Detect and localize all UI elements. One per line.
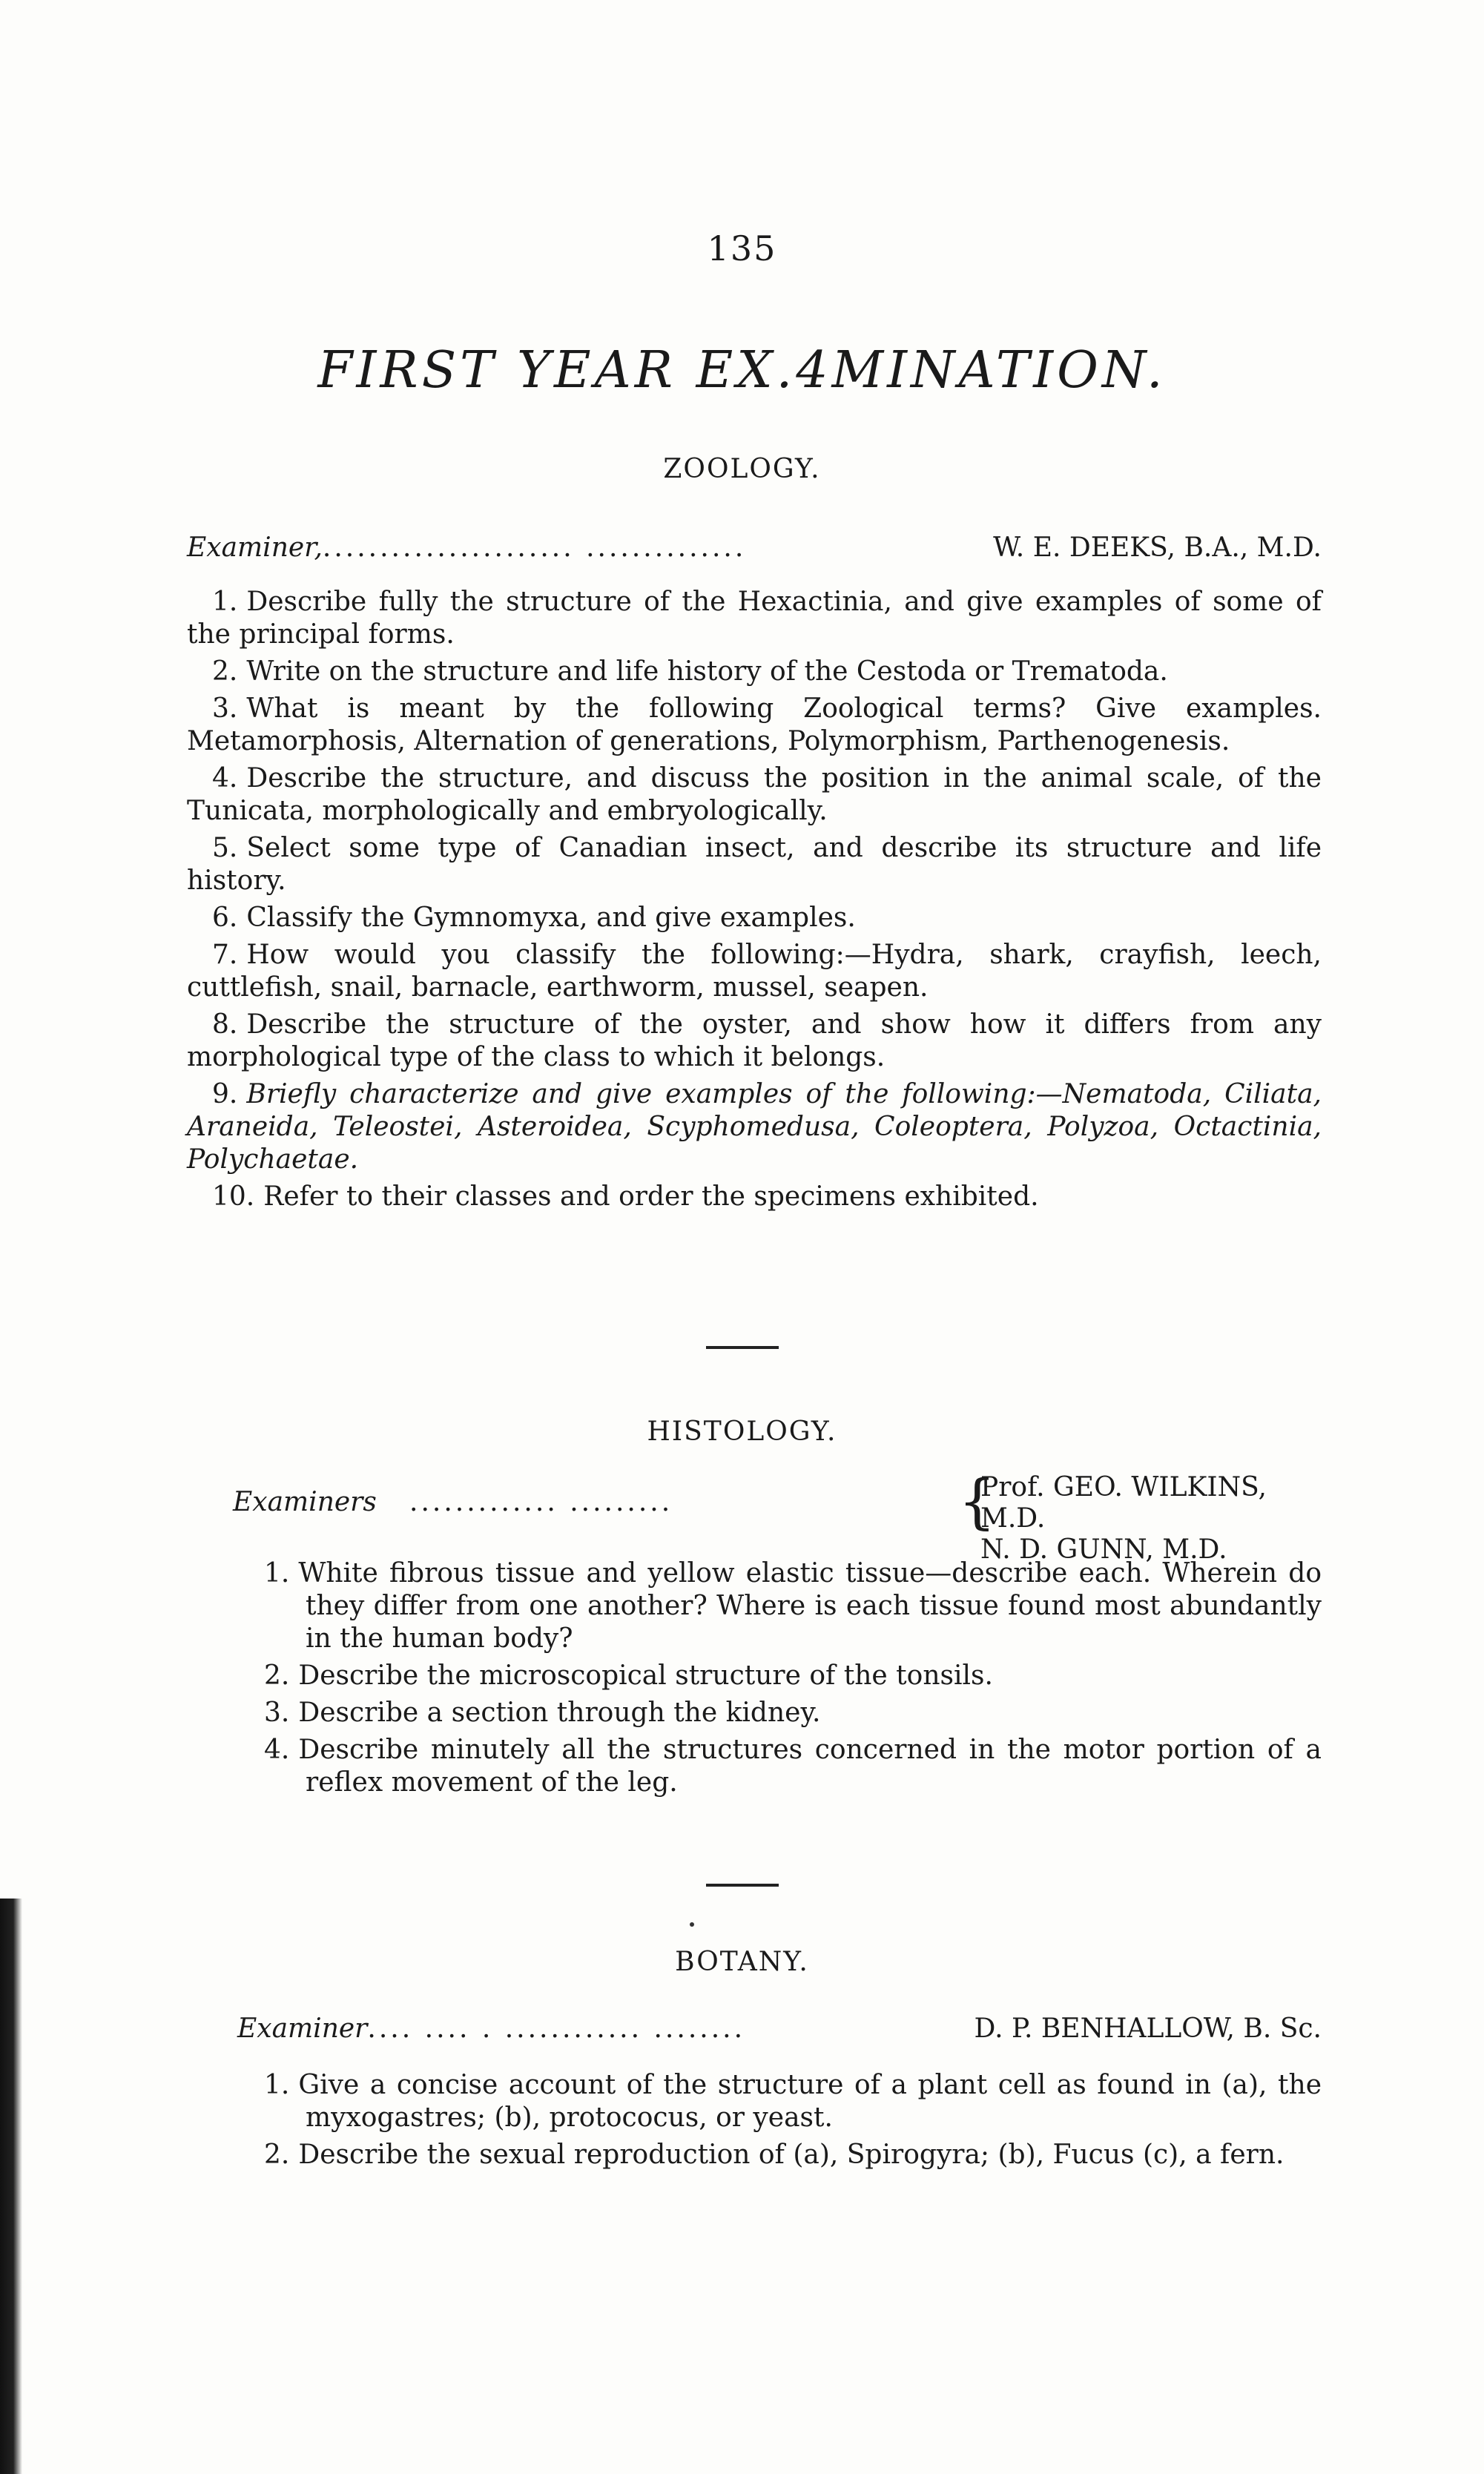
- question-item: [187, 586, 1322, 651]
- question-text: Describe the structure, and discuss the position in the animal scale, of the Tunicata, morphologically and embryologically.: [187, 763, 1322, 826]
- question-text: Write on the structure and life history of the Cestoda or Trematoda.: [246, 656, 1168, 687]
- question-number: 3.: [264, 1698, 290, 1728]
- question-item: [187, 1697, 1322, 1729]
- question-text: Describe a section through the kidney.: [298, 1698, 821, 1728]
- question-number: 1.: [264, 1558, 290, 1589]
- page-binding-edge: [0, 1899, 22, 2474]
- question-number: 10.: [212, 1181, 255, 1212]
- question-item: [187, 902, 1322, 934]
- question-text: Describe the structure of the oyster, and show how it differs from any morphological type of the class to which it belongs.: [187, 1009, 1322, 1072]
- question-item: [187, 1009, 1322, 1074]
- question-text: How would you classify the following:—Hydra, shark, crayfish, leech, cuttlefish, snail, barnacle, earthworm, mussel, seapen.: [187, 940, 1322, 1003]
- section-divider: [706, 1884, 779, 1887]
- question-text: Describe the sexual reproduction of (a), Spirogyra; (b), Fucus (c), a fern.: [298, 2140, 1285, 2170]
- examiner-names: [980, 1472, 1322, 1566]
- question-item: [187, 832, 1322, 897]
- question-item: [187, 2069, 1322, 2134]
- question-text: Describe fully the structure of the Hexactinia, and give examples of some of the principal forms.: [187, 587, 1322, 650]
- brace-icon: {: [958, 1467, 996, 1536]
- question-number: 1.: [212, 587, 238, 617]
- question-number: 2.: [212, 656, 238, 687]
- question-text: Briefly characterize and give examples of the following:—Nematoda, Ciliata, Araneida, Teleostei, Asteroidea, Scyphomedusa, Coleoptera, Polyzoa, Octactinia, Polychaetae.: [187, 1079, 1322, 1175]
- leader-dots: ............. .........: [409, 1487, 673, 1517]
- examiner-name: Prof. GEO. WILKINS, M.D.: [980, 1472, 1267, 1534]
- question-item: [187, 2139, 1322, 2171]
- question-number: 9.: [212, 1079, 238, 1109]
- question-item: [187, 693, 1322, 758]
- histology-examiner-line: [187, 1467, 1322, 1565]
- question-number: 8.: [212, 1009, 238, 1040]
- question-item: [187, 939, 1322, 1004]
- question-number: 2.: [264, 1660, 290, 1691]
- question-number: 6.: [212, 903, 238, 933]
- question-item: [187, 656, 1322, 688]
- leader-dots: ...................... ..............: [322, 532, 747, 563]
- examiner-label: Examiner,: [187, 532, 323, 563]
- examiner-name: D. P. BENHALLOW, B. Sc.: [974, 2013, 1322, 2044]
- question-text: Refer to their classes and order the specimens exhibited.: [263, 1181, 1039, 1212]
- print-speck: [690, 1922, 694, 1927]
- question-number: 5.: [212, 833, 238, 863]
- examiner-label: Examiner: [237, 2013, 368, 2044]
- question-number: 4.: [264, 1735, 290, 1765]
- zoology-heading: ZOOLOGY.: [663, 454, 821, 484]
- question-item: [187, 1181, 1322, 1213]
- question-number: 7.: [212, 940, 238, 970]
- question-item: [187, 1078, 1322, 1176]
- question-number: 4.: [212, 763, 238, 794]
- question-text: Describe minutely all the structures concerned in the motor portion of a reflex movement of the leg.: [298, 1735, 1322, 1798]
- question-text: Describe the microscopical structure of the tonsils.: [298, 1660, 993, 1691]
- botany-examiner-line: [237, 2013, 1322, 2044]
- question-text: Give a concise account of the structure of a plant cell as found in (a), the myxogastres; (b), protococus, or yeast.: [298, 2070, 1322, 2133]
- examiner-name: N. D. GUNN, M.D.: [980, 1534, 1227, 1565]
- question-text: Classify the Gymnomyxa, and give examples.: [246, 903, 856, 933]
- question-item: [187, 1660, 1322, 1692]
- botany-questions: [187, 2069, 1322, 2176]
- section-divider: [706, 1346, 779, 1349]
- question-item: [187, 762, 1322, 828]
- examiner-name: W. E. DEEKS, B.A., M.D.: [993, 532, 1322, 563]
- zoology-questions: [187, 586, 1322, 1218]
- question-text: White fibrous tissue and yellow elastic tissue—describe each. Wherein do they differ from one another? Where is each tissue found most abundantly in the human body?: [298, 1558, 1322, 1654]
- question-number: 1.: [264, 2070, 290, 2100]
- page-title: FIRST YEAR EX.4MINATION.: [317, 341, 1167, 400]
- question-number: 2.: [264, 2140, 290, 2170]
- zoology-examiner-line: [187, 532, 1322, 563]
- examiner-label: Examiners: [233, 1487, 377, 1517]
- question-text: Select some type of Canadian insect, and describe its structure and life history.: [187, 833, 1322, 896]
- histology-questions: [187, 1557, 1322, 1804]
- botany-heading: BOTANY.: [675, 1947, 809, 1977]
- histology-heading: HISTOLOGY.: [647, 1416, 837, 1447]
- leader-dots: .... .... . ............ ........: [367, 2013, 746, 2044]
- page-number: 135: [707, 228, 777, 268]
- question-item: [187, 1734, 1322, 1799]
- question-item: [187, 1557, 1322, 1655]
- question-number: 3.: [212, 693, 238, 724]
- question-text: What is meant by the following Zoological terms? Give examples. Metamorphosis, Alternation of generations, Polymorphism, Parthenogenesis.: [187, 693, 1322, 756]
